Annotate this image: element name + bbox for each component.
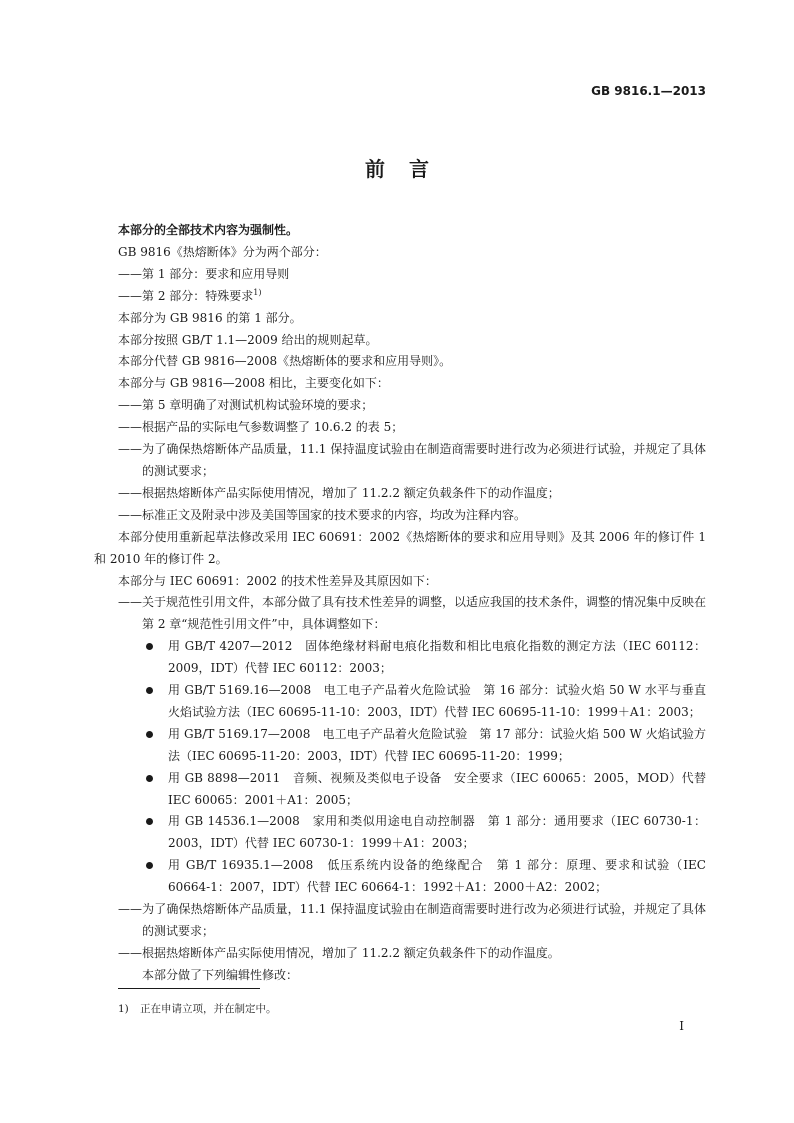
footnote [118, 1001, 277, 1016]
standard-number: GB 9816.1—2013 [591, 84, 706, 98]
bullet-icon [146, 643, 153, 650]
bullet-icon [146, 731, 153, 738]
list-item: 用 GB/T 5169.16—2008 电工电子产品着火危险试验 第 16 部分：试验火焰 50 W 水平与垂直火焰试验方法（IEC 60695-11-10：2003，IDT）代替 IEC 60695-11-10：1999＋A1：2003； [118, 680, 706, 724]
paragraph: 本部分与 IEC 60691：2002 的技术性差异及其原因如下： [118, 573, 437, 588]
paragraph: ——根据热熔断体产品实际使用情况，增加了 11.2.2 额定负载条件下的动作温度； [118, 485, 560, 500]
footnote-reference: 1) [253, 287, 262, 297]
list-item: 用 GB/T 4207—2012 固体绝缘材料耐电痕化指数和相比电痕化指数的测定方法（IEC 60112：2009，IDT）代替 IEC 60112：2003； [118, 636, 706, 680]
list-item: 用 GB/T 16935.1—2008 低压系统内设备的绝缘配合 第 1 部分：原理、要求和试验（IEC 60664-1：2007，IDT）代替 IEC 60664-1：1992＋A1：2000＋A2：2002； [118, 855, 706, 899]
paragraph: ——第 1 部分：要求和应用导则 [118, 266, 290, 281]
paragraph: ——为了确保热熔断体产品质量，11.1 保持温度试验由在制造商需要时进行改为必须进行试验，并规定了具体的测试要求； [118, 442, 706, 478]
bullet-icon [146, 687, 153, 694]
paragraph: GB 9816《热熔断体》分为两个部分： [118, 244, 327, 259]
paragraph: 本部分按照 GB/T 1.1—2009 给出的规则起草。 [118, 332, 378, 347]
list-item: 用 GB/T 5169.17—2008 电工电子产品着火危险试验 第 17 部分：试验火焰 500 W 火焰试验方法（IEC 60695-11-20：2003，IDT）代替 IEC 60695-11-20：1999； [118, 724, 706, 768]
paragraph: ——根据热熔断体产品实际使用情况，增加了 11.2.2 额定负载条件下的动作温度。 [118, 945, 560, 960]
paragraph-mandatory-note: 本部分的全部技术内容为强制性。 [118, 223, 299, 237]
list-item: 用 GB 8898—2011 音频、视频及类似电子设备 安全要求（IEC 60065：2005，MOD）代替 IEC 60065：2001＋A1：2005； [118, 768, 706, 812]
paragraph: ——第 2 部分：特殊要求$^{1)}$ [118, 287, 262, 303]
list-item: 用 GB 14536.1—2008 家用和类似用途电自动控制器 第 1 部分：通用要求（IEC 60730-1：2003，IDT）代替 IEC 60730-1：1999＋A1：2003； [118, 811, 706, 855]
paragraph: 本部分使用重新起草法修改采用 IEC 60691：2002《热熔断体的要求和应用导则》及其 2006 年的修订件 1 和 2010 年的修订件 2。 [94, 529, 706, 566]
paragraph: ——根据产品的实际电气参数调整了 10.6.2 的表 5； [118, 420, 404, 435]
bullet-icon [146, 818, 153, 825]
paragraph: 本部分与 GB 9816—2008 相比，主要变化如下： [118, 376, 389, 391]
paragraph: 本部分为 GB 9816 的第 1 部分。 [118, 310, 302, 325]
paragraph: ——关于规范性引用文件，本部分做了具有技术性差异的调整，以适应我国的技术条件，调整的情况集中反映在第 2 章“规范性引用文件”中，具体调整如下： [118, 595, 707, 632]
paragraph: ——为了确保热熔断体产品质量，11.1 保持温度试验由在制造商需要时进行改为必须进行试验，并规定了具体的测试要求； [118, 902, 706, 938]
bullet-icon [146, 775, 153, 782]
bullet-icon [146, 862, 153, 869]
page-number: I [679, 1019, 684, 1033]
paragraph: 本部分做了下列编辑性修改： [142, 967, 299, 982]
paragraph: 本部分代替 GB 9816—2008《热熔断体的要求和应用导则》。 [118, 354, 452, 369]
paragraph: ——第 5 章明确了对测试机构试验环境的要求； [118, 398, 374, 413]
footnote-mark: 1) [118, 1003, 129, 1015]
footnote-divider [118, 988, 260, 989]
document-body [94, 220, 707, 987]
page-title: 前言 [365, 157, 453, 181]
paragraph: ——标准正文及附录中涉及美国等国家的技术要求的内容，均改为注释内容。 [118, 507, 527, 522]
footnote-text: 正在申请立项，并在制定中。 [140, 1003, 277, 1015]
